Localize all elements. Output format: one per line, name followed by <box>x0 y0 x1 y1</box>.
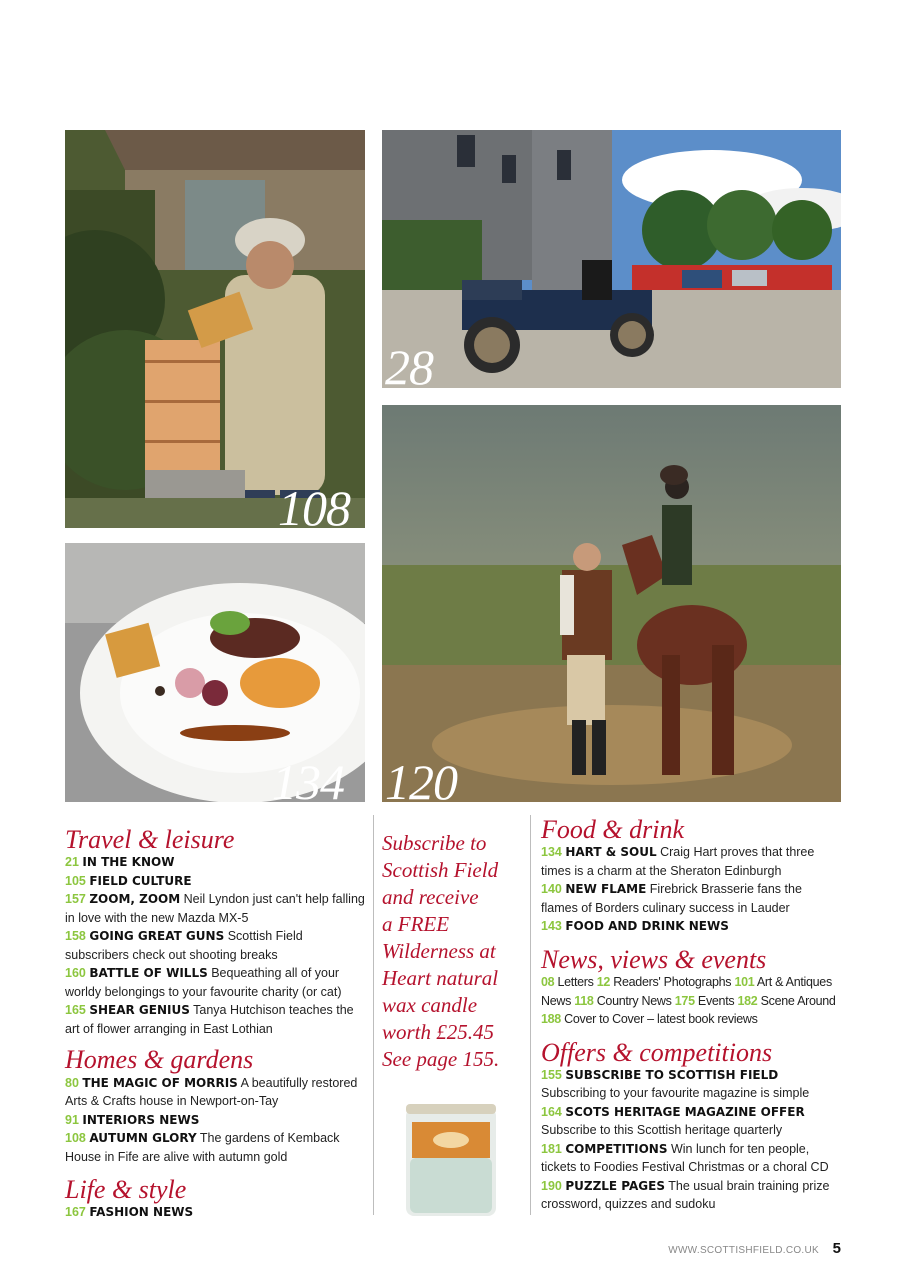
left-contents-column <box>65 826 368 1222</box>
contents-entry[interactable]: 165 SHEAR GENIUS Tanya Hutchison teaches the art of flower arranging in East Lothian <box>65 1003 354 1036</box>
section-title-news: News, views & events <box>541 944 767 974</box>
contents-entry[interactable]: 190 PUZZLE PAGES The usual brain training prize crossword, quizzes and sudoku <box>541 1178 830 1212</box>
section-title-food: Food & drink <box>541 815 684 844</box>
promo-line: Subscribe to <box>382 831 487 855</box>
promo-line: a FREE <box>382 912 450 936</box>
page-number-120: 120 <box>385 754 457 810</box>
news-item[interactable]: Art & Antiques News <box>541 975 832 1008</box>
contents-entry[interactable]: 105 FIELD CULTURE <box>65 873 192 888</box>
promo-line: Heart natural <box>382 966 499 990</box>
contents-entry[interactable]: 164 SCOTS HERITAGE MAGAZINE OFFER Subscribe to this Scottish heritage quarterly <box>541 1104 805 1138</box>
news-inline-list: 08 Letters 12 Readers' Photographs 101 Art & Antiques News 118 Country News 175 Events 182 Scene Around 188 Cover to Cover – latest book reviews <box>541 975 836 1027</box>
contents-entry[interactable]: 155 SUBSCRIBE TO SCOTTISH FIELD Subscribing to your favourite magazine is simple <box>541 1067 810 1101</box>
column-divider-right <box>530 815 531 1215</box>
contents-entry[interactable]: 108 AUTUMN GLORY The gardens of Kemback House in Fife are alive with autumn gold <box>65 1131 340 1164</box>
contents-entry[interactable]: 167 FASHION NEWS <box>65 1205 194 1220</box>
homes-entries <box>65 1074 368 1167</box>
candle-photo <box>402 1098 500 1218</box>
subscribe-promo[interactable] <box>382 830 522 1073</box>
promo-line: and receive <box>382 885 479 909</box>
falconry-horse-photo <box>382 405 841 802</box>
news-item[interactable]: Scene Around <box>757 993 836 1008</box>
news-item[interactable]: Events <box>694 993 738 1008</box>
news-item[interactable]: Cover to Cover – latest book reviews <box>560 1012 758 1027</box>
offers-entries <box>541 1066 841 1214</box>
news-item[interactable]: Letters <box>554 975 597 990</box>
food-entries <box>541 843 841 936</box>
vintage-car-photo <box>382 130 841 388</box>
news-item[interactable]: Readers' Photographs <box>610 975 735 990</box>
contents-entry[interactable]: 157 ZOOM, ZOOM Neil Lyndon just can't help falling in love with the new Mazda MX-5 <box>65 892 365 925</box>
contents-entry[interactable]: 91 INTERIORS NEWS <box>65 1112 200 1127</box>
life-entries <box>65 1203 368 1222</box>
promo-line: See page 155. <box>382 1047 500 1071</box>
beekeeper-photo <box>65 130 365 528</box>
contents-entry[interactable]: 80 THE MAGIC OF MORRIS A beautifully restored Arts & Crafts house in Newport-on-Tay <box>65 1075 358 1109</box>
right-contents-column <box>541 816 841 1214</box>
page-number-134: 134 <box>272 754 344 810</box>
promo-line: worth £25.45 <box>382 1020 495 1044</box>
page-number-108: 108 <box>278 480 350 536</box>
promo-line: Scottish Field <box>382 858 499 882</box>
section-title-travel: Travel & leisure <box>65 825 235 854</box>
promo-line: Wilderness at <box>382 939 496 963</box>
contents-entry[interactable]: 21 IN THE KNOW <box>65 855 175 870</box>
contents-entry[interactable]: 160 BATTLE OF WILLS Bequeathing all of your worldy belongings to your favourite charity (or cat) <box>65 966 342 999</box>
contents-entry[interactable]: 143 FOOD AND DRINK NEWS <box>541 919 729 934</box>
contents-entry[interactable]: 181 COMPETITIONS Win lunch for ten people, tickets to Foodies Festival Christmas or a choral CD <box>541 1141 829 1175</box>
contents-entry[interactable]: 134 HART & SOUL Craig Hart proves that three times is a charm at the Sheraton Edinburgh <box>541 845 815 878</box>
news-item[interactable]: Country News <box>593 993 675 1008</box>
page-number-28: 28 <box>385 339 433 395</box>
page-number: 5 <box>832 1240 841 1257</box>
column-divider-left <box>373 815 374 1215</box>
section-title-life: Life & style <box>65 1175 187 1205</box>
section-title-homes: Homes & gardens <box>65 1045 254 1075</box>
website-url[interactable]: WWW.SCOTTISHFIELD.CO.UK <box>668 1245 819 1256</box>
contents-entry[interactable]: 140 NEW FLAME Firebrick Brasserie fans the flames of Borders culinary success in Lauder <box>541 882 802 915</box>
travel-entries <box>65 853 368 1038</box>
contents-entry[interactable]: 158 GOING GREAT GUNS Scottish Field subscribers check out shooting breaks <box>65 929 303 962</box>
section-title-offers: Offers & competitions <box>541 1037 773 1067</box>
promo-line: wax candle <box>382 993 478 1017</box>
